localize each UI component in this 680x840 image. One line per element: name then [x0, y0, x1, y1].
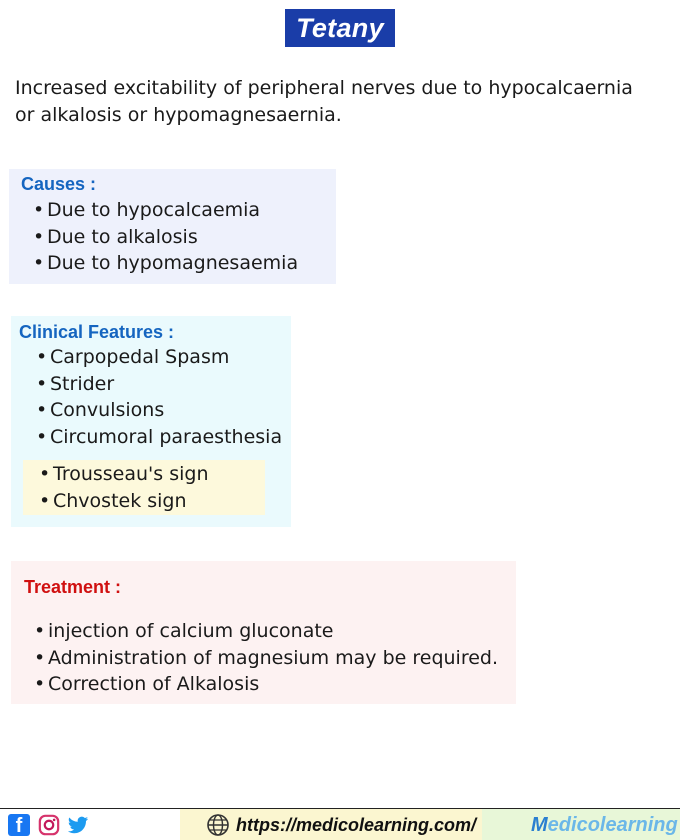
intro-text: Increased excitability of peripheral nerves due to hypocalcaernia or alkalosis or hypomagnesaernia.: [15, 77, 633, 126]
facebook-icon[interactable]: f: [8, 814, 30, 836]
brand-logo-text: edicolearning: [547, 814, 678, 836]
list-item: • Carpopedal Spasm: [36, 344, 282, 371]
title-wrapper: [0, 9, 680, 47]
list-item: • Trousseau's sign: [39, 461, 209, 488]
list-item: • Strider: [36, 371, 282, 398]
causes-list: [33, 197, 298, 277]
website-link[interactable]: https://medicolearning.com/: [236, 815, 477, 835]
globe-icon: [206, 813, 230, 837]
footer-social-section: [0, 809, 100, 840]
list-item: • Circumoral paraesthesia: [36, 424, 282, 451]
list-item: • Convulsions: [36, 397, 282, 424]
brand-logo: [531, 814, 678, 836]
list-item: • Chvostek sign: [39, 488, 209, 515]
twitter-icon[interactable]: [67, 814, 89, 836]
treatment-box: [11, 561, 516, 704]
list-item: • injection of calcium gluconate: [34, 618, 498, 645]
list-item: • Due to hypocalcaemia: [33, 197, 298, 224]
treatment-list: [34, 618, 498, 698]
causes-box: [9, 169, 336, 284]
clinical-signs-box: [23, 460, 265, 515]
footer-bar: [0, 808, 680, 840]
page-title: Tetany: [285, 9, 395, 47]
list-item: • Administration of magnesium may be required.: [34, 645, 498, 672]
brand-logo-initial: M: [531, 814, 548, 836]
list-item: • Correction of Alkalosis: [34, 671, 498, 698]
instagram-icon[interactable]: [38, 814, 60, 836]
list-item: • Due to hypomagnesaemia: [33, 250, 298, 277]
causes-heading: Causes :: [21, 174, 97, 194]
clinical-signs-list: [39, 461, 209, 514]
list-item: • Due to alkalosis: [33, 224, 298, 251]
treatment-heading: Treatment :: [24, 577, 122, 597]
clinical-features-list: [36, 344, 282, 450]
clinical-features-heading: Clinical Features :: [19, 322, 175, 342]
